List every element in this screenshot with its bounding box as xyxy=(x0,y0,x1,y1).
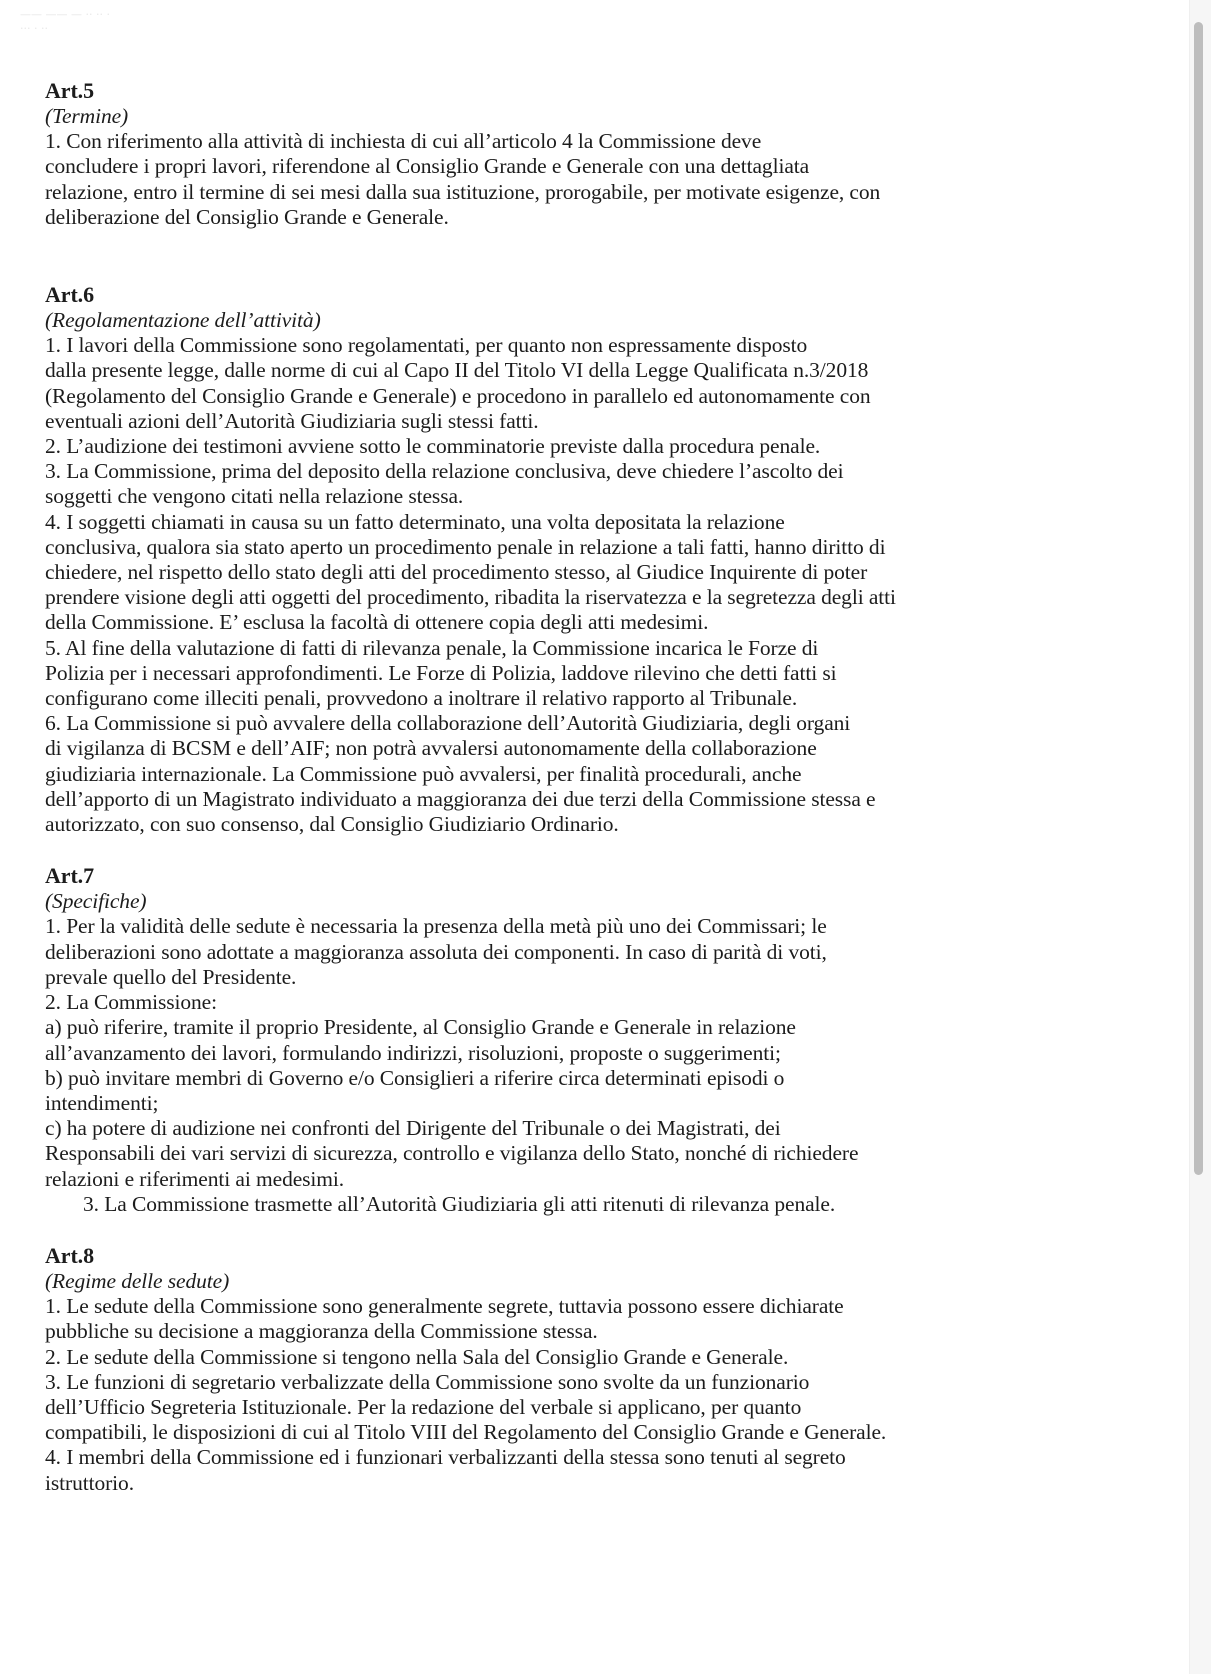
article-7 xyxy=(45,863,1085,1217)
text-line: 4. I soggetti chiamati in causa su un fatto determinato, una volta depositata la relazione xyxy=(45,509,785,534)
scrollbar-thumb[interactable] xyxy=(1194,22,1203,1175)
article-subtitle: (Regime delle sedute) xyxy=(45,1268,230,1293)
text-line: dell’Ufficio Segreteria Istituzionale. Per la redazione del verbale si applicano, per quanto xyxy=(45,1394,802,1419)
text-line: 3. Le funzioni di segretario verbalizzate della Commissione sono svolte da un funzionario xyxy=(45,1369,810,1394)
text-line: concludere i propri lavori, riferendone al Consiglio Grande e Generale con una dettagliata xyxy=(45,154,810,179)
text-line: 6. La Commissione si può avvalere della collaborazione dell’Autorità Giudiziaria, degli organi xyxy=(45,711,851,736)
text-line: dalla presente legge, dalle norme di cui al Capo II del Titolo VI della Legge Qualificata n.3/2018 xyxy=(45,358,869,383)
text-line: di vigilanza di BCSM e dell’AIF; non potrà avvalersi autonomamente della collaborazione xyxy=(45,736,817,761)
text-line: prevale quello del Presidente. xyxy=(45,964,297,989)
document-body xyxy=(45,78,1085,1496)
article-paragraph xyxy=(45,990,1085,1015)
faded-header-text xyxy=(20,8,360,53)
text-line: 5. Al fine della valutazione di fatti di rilevanza penale, la Commissione incarica le Forze di xyxy=(45,635,819,660)
article-subtitle: (Specifiche) xyxy=(45,889,147,914)
vertical-scrollbar[interactable] xyxy=(1189,0,1211,1674)
text-line: dell’apporto di un Magistrato individuato a maggioranza dei due terzi della Commissione stessa e xyxy=(45,786,876,811)
text-line: 1. Con riferimento alla attività di inchiesta di cui all’articolo 4 la Commissione deve xyxy=(45,129,762,154)
spacer xyxy=(45,1217,1085,1243)
article-title: Art.5 xyxy=(45,78,94,103)
text-line: Responsabili dei vari servizi di sicurezza, controllo e vigilanza dello Stato, nonché di richiedere xyxy=(45,1141,859,1166)
article-5 xyxy=(45,78,1085,230)
text-line: istruttorio. xyxy=(45,1470,134,1495)
text-line: soggetti che vengono citati nella relazione stessa. xyxy=(45,484,464,509)
text-line: compatibili, le disposizioni di cui al Titolo VIII del Regolamento del Consiglio Grande e Generale. xyxy=(45,1420,887,1445)
article-paragraph xyxy=(45,1015,1085,1065)
text-line: autorizzato, con suo consenso, dal Consiglio Giudiziario Ordinario. xyxy=(45,812,619,837)
article-paragraph xyxy=(45,1066,1085,1116)
article-subtitle: (Termine) xyxy=(45,104,129,128)
text-line: all’avanzamento dei lavori, formulando indirizzi, risoluzioni, proposte o suggerimenti; xyxy=(45,1040,781,1065)
article-paragraph xyxy=(45,1192,1085,1217)
text-line: 2. Le sedute della Commissione si tengono nella Sala del Consiglio Grande e Generale. xyxy=(45,1344,789,1369)
article-8 xyxy=(45,1243,1085,1496)
article-paragraph xyxy=(45,1370,1085,1446)
article-subtitle: (Regolamentazione dell’attività) xyxy=(45,308,321,333)
text-line: conclusiva, qualora sia stato aperto un procedimento penale in relazione a tali fatti, hanno diritto di xyxy=(45,534,886,559)
text-line: 2. La Commissione: xyxy=(45,990,217,1015)
text-line: eventuali azioni dell’Autorità Giudiziaria sugli stessi fatti. xyxy=(45,408,539,433)
faded-header-line: ··· · ·· xyxy=(20,22,48,35)
text-line: deliberazioni sono adottate a maggioranza assoluta dei componenti. In caso di parità di voti, xyxy=(45,939,827,964)
faded-header-line: —— —— — ·· ·· · xyxy=(20,8,110,21)
text-line: relazione, entro il termine di sei mesi dalla sua istituzione, prorogabile, per motivate esigenze, con xyxy=(45,179,881,204)
text-line: 3. La Commissione, prima del deposito della relazione conclusiva, deve chiedere l’ascolto dei xyxy=(45,459,844,484)
text-line: 2. L’audizione dei testimoni avviene sotto le comminatorie previste dalla procedura penale. xyxy=(45,434,821,459)
article-paragraph xyxy=(45,129,1085,230)
article-paragraph xyxy=(45,914,1085,990)
article-paragraph xyxy=(45,333,1085,434)
text-line: giudiziaria internazionale. La Commissione può avvalersi, per finalità procedurali, anche xyxy=(45,761,802,786)
text-line: 4. I membri della Commissione ed i funzionari verbalizzanti della stessa sono tenuti al segreto xyxy=(45,1445,846,1470)
article-paragraph xyxy=(45,711,1085,837)
article-title: Art.7 xyxy=(45,863,94,889)
article-title: Art.6 xyxy=(45,282,94,308)
text-line: intendimenti; xyxy=(45,1090,159,1115)
article-paragraph xyxy=(45,1445,1085,1495)
article-title: Art.8 xyxy=(45,1242,94,1268)
article-paragraph xyxy=(45,1345,1085,1370)
article-paragraph xyxy=(45,636,1085,712)
text-line: 3. La Commissione trasmette all’Autorità Giudiziaria gli atti ritenuti di rilevanza penale. xyxy=(83,1191,836,1216)
text-line: b) può invitare membri di Governo e/o Consiglieri a riferire circa determinati episodi o xyxy=(45,1065,785,1090)
text-line: chiedere, nel rispetto dello stato degli atti del procedimento stesso, al Giudice Inquirente di poter xyxy=(45,560,868,585)
text-line: a) può riferire, tramite il proprio Presidente, al Consiglio Grande e Generale in relazione xyxy=(45,1015,796,1040)
article-paragraph xyxy=(45,434,1085,459)
article-paragraph xyxy=(45,1116,1085,1192)
text-line: (Regolamento del Consiglio Grande e Generale) e procedono in parallelo ed autonomamente con xyxy=(45,383,871,408)
spacer xyxy=(45,837,1085,863)
text-line: deliberazione del Consiglio Grande e Generale. xyxy=(45,204,449,229)
spacer xyxy=(45,230,1085,282)
article-paragraph xyxy=(45,510,1085,636)
text-line: pubbliche su decisione a maggioranza della Commissione stessa. xyxy=(45,1319,598,1344)
text-line: 1. Le sedute della Commissione sono generalmente segrete, tuttavia possono essere dichiarate xyxy=(45,1294,844,1319)
article-paragraph xyxy=(45,1294,1085,1344)
text-line: della Commissione. E’ esclusa la facoltà di ottenere copia degli atti medesimi. xyxy=(45,610,709,635)
text-line: Polizia per i necessari approfondimenti. Le Forze di Polizia, laddove rilevino che detti fatti si xyxy=(45,660,837,685)
text-line: 1. Per la validità delle sedute è necessaria la presenza della metà più uno dei Commissari; le xyxy=(45,914,827,939)
text-line: 1. I lavori della Commissione sono regolamentati, per quanto non espressamente disposto xyxy=(45,333,808,358)
text-line: configurano come illeciti penali, provvedono a inoltrare il relativo rapporto al Tribunale. xyxy=(45,686,798,711)
text-line: relazioni e riferimenti ai medesimi. xyxy=(45,1166,345,1191)
article-6 xyxy=(45,282,1085,837)
text-line: c) ha potere di audizione nei confronti del Dirigente del Tribunale o dei Magistrati, dei xyxy=(45,1116,781,1141)
article-paragraph xyxy=(45,459,1085,509)
text-line: prendere visione degli atti oggetti del procedimento, ribadita la riservatezza e la segretezza degli atti xyxy=(45,585,896,610)
